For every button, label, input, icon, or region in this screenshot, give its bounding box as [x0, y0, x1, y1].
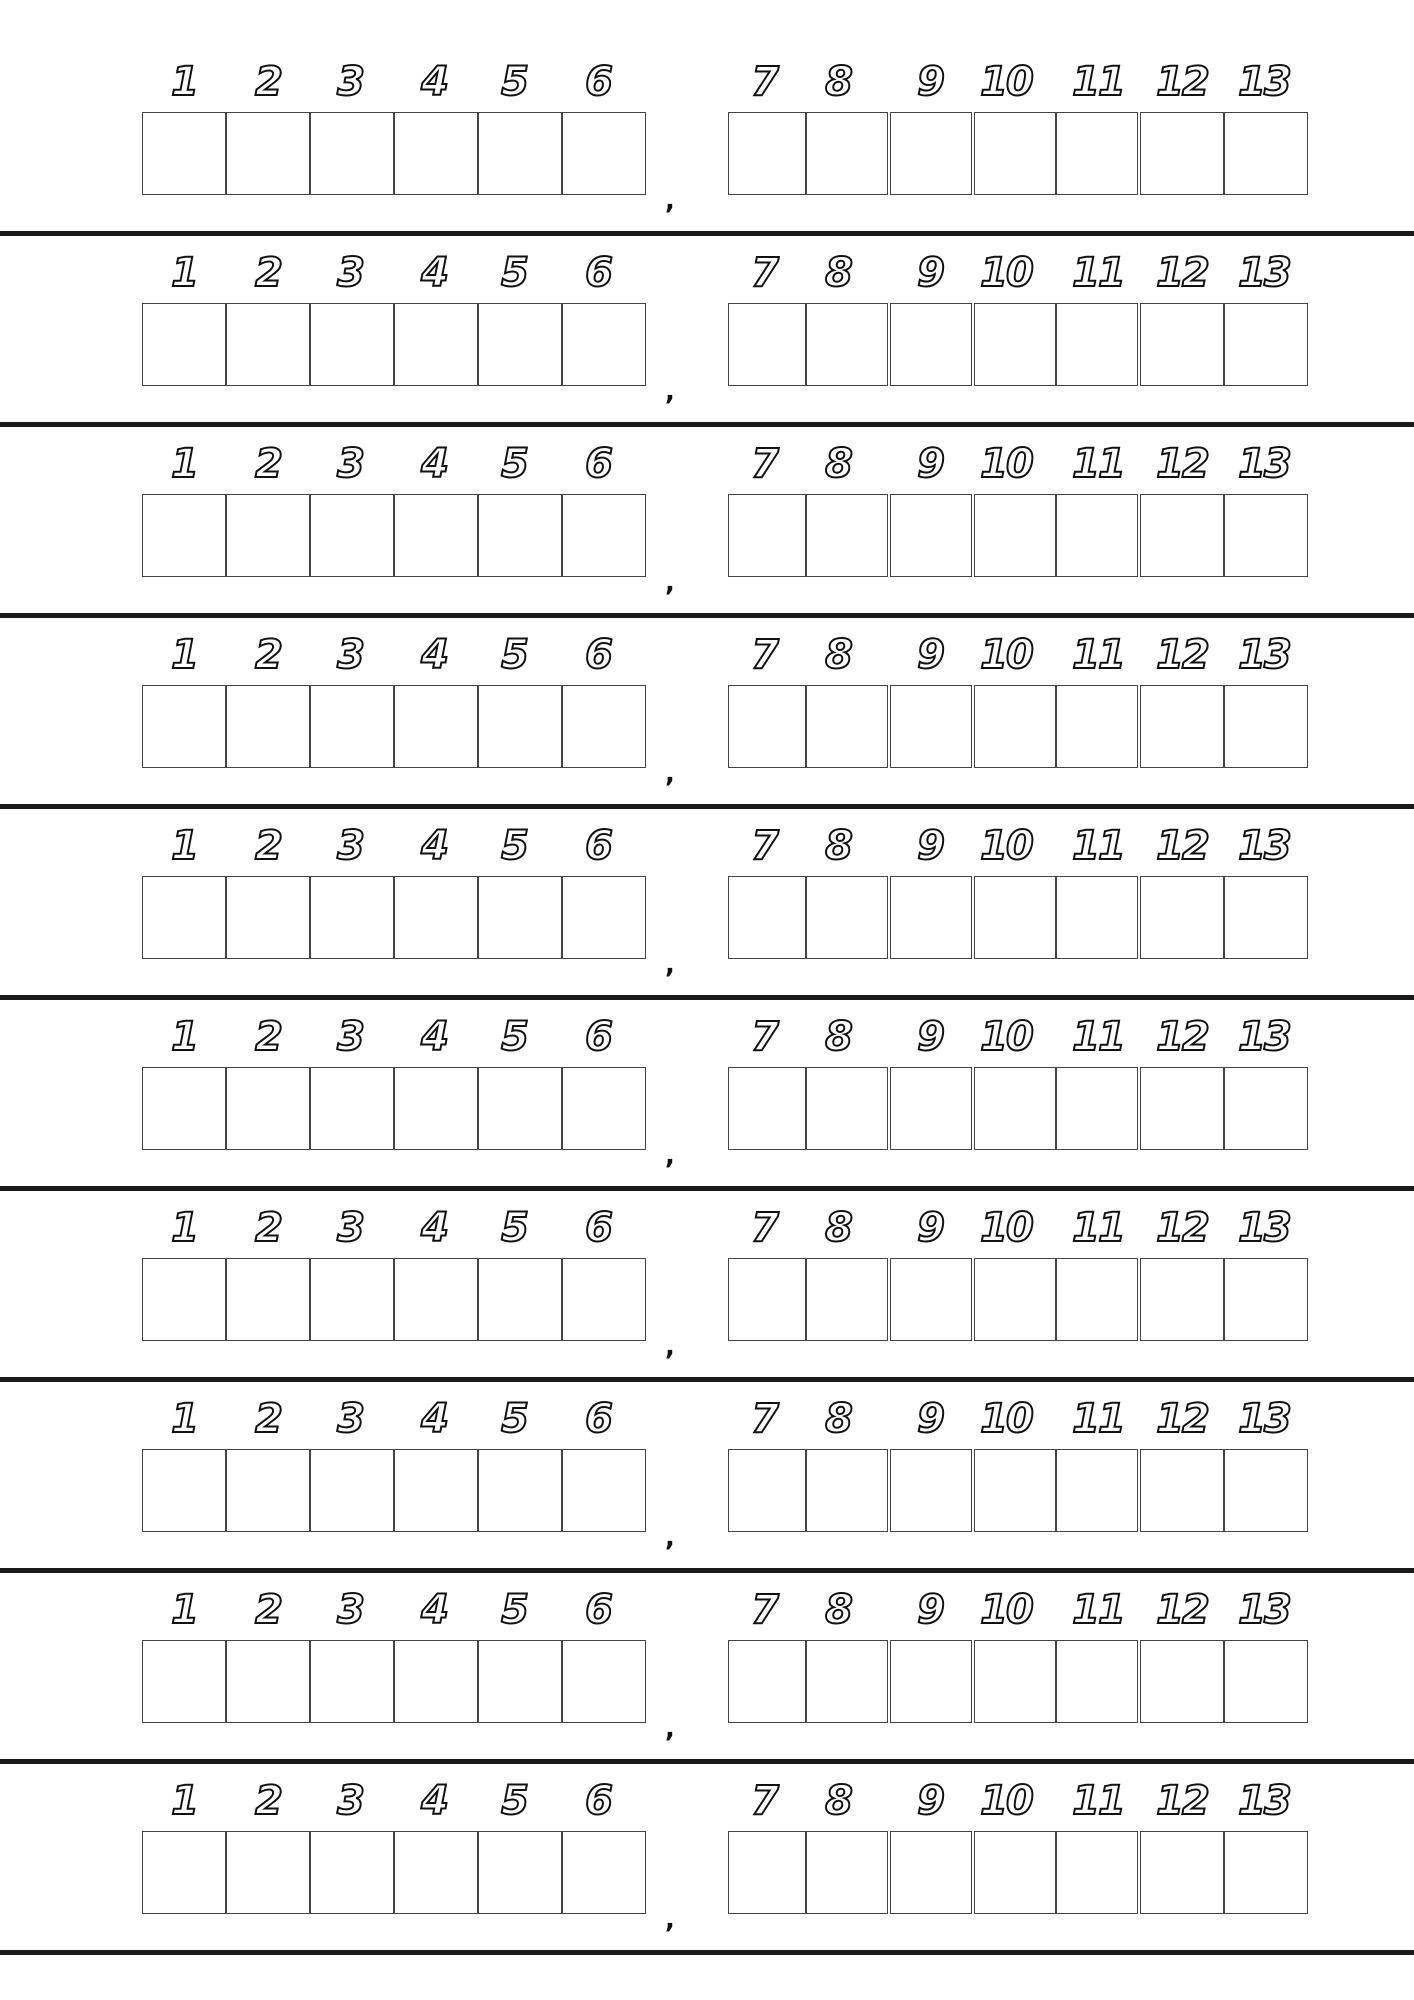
column-number-label: 2 [255, 1396, 281, 1442]
column-number-label: 8 [825, 1778, 851, 1824]
column-number-label: 1 [171, 1396, 197, 1442]
column-number-label: 4 [421, 441, 447, 487]
separator-mark: , [665, 1141, 675, 1171]
answer-box[interactable] [142, 112, 226, 195]
answer-box[interactable] [226, 876, 310, 959]
column-number-label: 3 [337, 1205, 363, 1251]
row-strip [0, 1714, 1414, 1935]
column-number-label: 12 [1156, 632, 1208, 678]
answer-box[interactable] [1224, 685, 1308, 768]
row-strip [0, 568, 1414, 789]
column-number-label: 4 [421, 59, 447, 105]
column-number-label: 5 [501, 441, 527, 487]
row-strip [0, 377, 1414, 598]
answer-box[interactable] [974, 303, 1056, 386]
column-number-label: 3 [337, 823, 363, 869]
column-number-label: 5 [501, 1014, 527, 1060]
column-number-label: 11 [1072, 1778, 1124, 1824]
answer-box[interactable] [1056, 876, 1138, 959]
column-number-label: 9 [917, 823, 943, 869]
answer-box[interactable] [728, 112, 806, 195]
separator-mark: , [665, 1332, 675, 1362]
column-number-label: 6 [585, 1778, 611, 1824]
answer-box[interactable] [478, 1831, 562, 1914]
column-number-label: 8 [825, 441, 851, 487]
answer-box[interactable] [310, 1258, 394, 1341]
column-number-label: 4 [421, 1587, 447, 1633]
answer-box[interactable] [728, 494, 806, 577]
column-number-label: 13 [1238, 1587, 1290, 1633]
column-number-label: 12 [1156, 823, 1208, 869]
separator-mark: , [665, 950, 675, 980]
column-number-label: 9 [917, 59, 943, 105]
answer-box[interactable] [142, 1258, 226, 1341]
column-number-label: 10 [980, 1396, 1032, 1442]
answer-box[interactable] [478, 685, 562, 768]
answer-box[interactable] [1056, 685, 1138, 768]
answer-box[interactable] [142, 1640, 226, 1723]
column-number-label: 11 [1072, 1014, 1124, 1060]
answer-box[interactable] [974, 876, 1056, 959]
column-number-label: 10 [980, 59, 1032, 105]
answer-box[interactable] [1140, 1640, 1224, 1723]
column-number-label: 13 [1238, 1014, 1290, 1060]
column-number-label: 3 [337, 632, 363, 678]
column-number-label: 11 [1072, 1587, 1124, 1633]
row-strip [0, 1523, 1414, 1744]
answer-box[interactable] [142, 303, 226, 386]
answer-box[interactable] [974, 1831, 1056, 1914]
column-number-label: 11 [1072, 441, 1124, 487]
answer-box[interactable] [142, 685, 226, 768]
column-number-label: 7 [751, 823, 777, 869]
answer-box[interactable] [478, 1640, 562, 1723]
answer-box[interactable] [728, 876, 806, 959]
column-number-label: 13 [1238, 1396, 1290, 1442]
column-number-label: 11 [1072, 1396, 1124, 1442]
separator-mark: , [665, 377, 675, 407]
answer-box[interactable] [394, 494, 478, 577]
answer-box[interactable] [142, 1067, 226, 1150]
separator-mark: , [665, 186, 675, 216]
column-number-label: 1 [171, 1205, 197, 1251]
column-number-label: 9 [917, 1205, 943, 1251]
column-number-label: 3 [337, 1587, 363, 1633]
separator-mark: , [665, 1905, 675, 1935]
answer-box[interactable] [478, 303, 562, 386]
column-number-label: 11 [1072, 823, 1124, 869]
row-strip [0, 1141, 1414, 1362]
answer-box[interactable] [1224, 1449, 1308, 1532]
column-number-label: 9 [917, 250, 943, 296]
answer-box[interactable] [310, 303, 394, 386]
column-number-label: 1 [171, 441, 197, 487]
answer-box[interactable] [478, 494, 562, 577]
answer-box[interactable] [1224, 112, 1308, 195]
column-number-label: 13 [1238, 1778, 1290, 1824]
column-number-label: 10 [980, 1205, 1032, 1251]
answer-box[interactable] [890, 1831, 972, 1914]
answer-box[interactable] [226, 1640, 310, 1723]
answer-box[interactable] [806, 1831, 888, 1914]
column-number-label: 8 [825, 59, 851, 105]
answer-box[interactable] [974, 1640, 1056, 1723]
answer-box[interactable] [562, 303, 646, 386]
column-number-label: 7 [751, 1778, 777, 1824]
answer-box[interactable] [226, 1258, 310, 1341]
answer-box[interactable] [478, 1258, 562, 1341]
column-number-label: 5 [501, 59, 527, 105]
row-divider-line [0, 1950, 1414, 1955]
column-number-label: 2 [255, 632, 281, 678]
column-number-label: 9 [917, 1778, 943, 1824]
column-number-label: 2 [255, 441, 281, 487]
column-number-label: 10 [980, 441, 1032, 487]
answer-box[interactable] [1140, 112, 1224, 195]
answer-box[interactable] [728, 1831, 806, 1914]
answer-box[interactable] [1056, 1449, 1138, 1532]
answer-box[interactable] [226, 1449, 310, 1532]
answer-box[interactable] [394, 112, 478, 195]
column-number-label: 4 [421, 1778, 447, 1824]
answer-box[interactable] [1140, 1831, 1224, 1914]
answer-box[interactable] [890, 1640, 972, 1723]
column-number-label: 8 [825, 1587, 851, 1633]
answer-box[interactable] [806, 1449, 888, 1532]
answer-box[interactable] [142, 1831, 226, 1914]
column-number-label: 1 [171, 1014, 197, 1060]
column-number-label: 6 [585, 250, 611, 296]
column-number-label: 4 [421, 823, 447, 869]
column-number-label: 11 [1072, 1205, 1124, 1251]
answer-box[interactable] [562, 1831, 646, 1914]
column-number-label: 5 [501, 1778, 527, 1824]
answer-box[interactable] [562, 685, 646, 768]
answer-box[interactable] [394, 685, 478, 768]
answer-box[interactable] [478, 876, 562, 959]
answer-box[interactable] [1140, 1258, 1224, 1341]
answer-box[interactable] [142, 1449, 226, 1532]
column-number-label: 9 [917, 441, 943, 487]
answer-box[interactable] [890, 685, 972, 768]
answer-box[interactable] [478, 1067, 562, 1150]
row-strip [0, 759, 1414, 980]
column-number-label: 6 [585, 59, 611, 105]
column-number-label: 13 [1238, 823, 1290, 869]
column-number-label: 9 [917, 632, 943, 678]
answer-box[interactable] [974, 685, 1056, 768]
row-strip [0, 186, 1414, 407]
answer-box[interactable] [310, 1067, 394, 1150]
answer-box[interactable] [562, 876, 646, 959]
column-number-label: 8 [825, 823, 851, 869]
column-number-label: 12 [1156, 250, 1208, 296]
answer-box[interactable] [1224, 876, 1308, 959]
column-number-label: 6 [585, 632, 611, 678]
column-number-label: 2 [255, 59, 281, 105]
answer-box[interactable] [562, 112, 646, 195]
column-number-label: 3 [337, 59, 363, 105]
column-number-label: 9 [917, 1014, 943, 1060]
answer-box[interactable] [562, 1640, 646, 1723]
answer-box[interactable] [1140, 494, 1224, 577]
column-number-label: 13 [1238, 250, 1290, 296]
answer-box[interactable] [1140, 685, 1224, 768]
column-number-label: 4 [421, 1205, 447, 1251]
column-number-label: 13 [1238, 1205, 1290, 1251]
column-number-label: 12 [1156, 59, 1208, 105]
column-number-label: 13 [1238, 441, 1290, 487]
answer-box[interactable] [478, 1449, 562, 1532]
answer-box[interactable] [142, 876, 226, 959]
column-number-label: 10 [980, 1014, 1032, 1060]
answer-box[interactable] [226, 1831, 310, 1914]
column-number-label: 1 [171, 632, 197, 678]
answer-box[interactable] [562, 1067, 646, 1150]
answer-box[interactable] [1224, 1258, 1308, 1341]
answer-box[interactable] [394, 1449, 478, 1532]
column-number-label: 7 [751, 1205, 777, 1251]
answer-box[interactable] [728, 1067, 806, 1150]
column-number-label: 7 [751, 441, 777, 487]
column-number-label: 1 [171, 1587, 197, 1633]
column-number-label: 11 [1072, 250, 1124, 296]
answer-box[interactable] [1140, 1067, 1224, 1150]
answer-box[interactable] [890, 494, 972, 577]
answer-box[interactable] [1140, 303, 1224, 386]
answer-box[interactable] [226, 1067, 310, 1150]
column-number-label: 7 [751, 59, 777, 105]
answer-box[interactable] [1224, 1067, 1308, 1150]
answer-box[interactable] [974, 1258, 1056, 1341]
answer-box[interactable] [974, 1067, 1056, 1150]
answer-box[interactable] [310, 1640, 394, 1723]
column-number-label: 2 [255, 1587, 281, 1633]
column-number-label: 10 [980, 1778, 1032, 1824]
answer-box[interactable] [562, 1449, 646, 1532]
column-number-label: 12 [1156, 1014, 1208, 1060]
column-number-label: 6 [585, 1396, 611, 1442]
answer-box[interactable] [728, 303, 806, 386]
answer-box[interactable] [728, 1640, 806, 1723]
column-number-label: 1 [171, 1778, 197, 1824]
column-number-label: 2 [255, 1014, 281, 1060]
answer-box[interactable] [394, 1640, 478, 1723]
answer-box[interactable] [394, 1258, 478, 1341]
answer-box[interactable] [310, 494, 394, 577]
answer-box[interactable] [562, 494, 646, 577]
column-number-label: 6 [585, 1205, 611, 1251]
answer-box[interactable] [806, 685, 888, 768]
column-number-label: 8 [825, 250, 851, 296]
answer-box[interactable] [806, 112, 888, 195]
column-number-label: 3 [337, 1396, 363, 1442]
column-number-label: 5 [501, 1587, 527, 1633]
answer-box[interactable] [226, 685, 310, 768]
column-number-label: 4 [421, 632, 447, 678]
column-number-label: 8 [825, 1205, 851, 1251]
column-number-label: 13 [1238, 59, 1290, 105]
answer-box[interactable] [728, 685, 806, 768]
row-strip [0, 1332, 1414, 1553]
column-number-label: 12 [1156, 1205, 1208, 1251]
column-number-label: 7 [751, 250, 777, 296]
answer-box[interactable] [806, 1067, 888, 1150]
column-number-label: 3 [337, 1014, 363, 1060]
column-number-label: 7 [751, 1396, 777, 1442]
answer-box[interactable] [1056, 1831, 1138, 1914]
column-number-label: 5 [501, 823, 527, 869]
answer-box[interactable] [974, 494, 1056, 577]
answer-box[interactable] [394, 303, 478, 386]
answer-box[interactable] [310, 685, 394, 768]
column-number-label: 2 [255, 1205, 281, 1251]
column-number-label: 11 [1072, 632, 1124, 678]
answer-box[interactable] [890, 1067, 972, 1150]
answer-box[interactable] [1224, 1831, 1308, 1914]
column-number-label: 12 [1156, 441, 1208, 487]
answer-box[interactable] [890, 303, 972, 386]
answer-box[interactable] [142, 494, 226, 577]
answer-box[interactable] [562, 1258, 646, 1341]
column-number-label: 6 [585, 823, 611, 869]
column-number-label: 5 [501, 1396, 527, 1442]
column-number-label: 5 [501, 632, 527, 678]
answer-box[interactable] [1056, 1258, 1138, 1341]
column-number-label: 2 [255, 1778, 281, 1824]
answer-box[interactable] [806, 494, 888, 577]
column-number-label: 9 [917, 1587, 943, 1633]
column-number-label: 2 [255, 250, 281, 296]
answer-box[interactable] [728, 1449, 806, 1532]
answer-box[interactable] [310, 1831, 394, 1914]
column-number-label: 8 [825, 632, 851, 678]
column-number-label: 10 [980, 1587, 1032, 1633]
answer-box[interactable] [974, 1449, 1056, 1532]
column-number-label: 12 [1156, 1778, 1208, 1824]
separator-mark: , [665, 568, 675, 598]
answer-box[interactable] [890, 1449, 972, 1532]
column-number-label: 12 [1156, 1587, 1208, 1633]
answer-box[interactable] [478, 112, 562, 195]
separator-mark: , [665, 1714, 675, 1744]
column-number-label: 1 [171, 59, 197, 105]
column-number-label: 11 [1072, 59, 1124, 105]
answer-box[interactable] [806, 1640, 888, 1723]
answer-box[interactable] [1224, 494, 1308, 577]
column-number-label: 1 [171, 250, 197, 296]
column-number-label: 2 [255, 823, 281, 869]
row-strip [0, 950, 1414, 1171]
answer-box[interactable] [806, 1258, 888, 1341]
separator-mark: , [665, 1523, 675, 1553]
column-number-label: 3 [337, 250, 363, 296]
column-number-label: 6 [585, 1014, 611, 1060]
column-number-label: 10 [980, 823, 1032, 869]
column-number-label: 6 [585, 441, 611, 487]
column-number-label: 13 [1238, 632, 1290, 678]
separator-mark: , [665, 759, 675, 789]
column-number-label: 10 [980, 250, 1032, 296]
answer-box[interactable] [890, 1258, 972, 1341]
column-number-label: 1 [171, 823, 197, 869]
answer-box[interactable] [1224, 1640, 1308, 1723]
column-number-label: 12 [1156, 1396, 1208, 1442]
answer-box[interactable] [310, 1449, 394, 1532]
column-number-label: 4 [421, 1014, 447, 1060]
answer-box[interactable] [1140, 876, 1224, 959]
answer-box[interactable] [226, 112, 310, 195]
column-number-label: 4 [421, 1396, 447, 1442]
column-number-label: 5 [501, 1205, 527, 1251]
column-number-label: 4 [421, 250, 447, 296]
answer-box[interactable] [1056, 303, 1138, 386]
column-number-label: 6 [585, 1587, 611, 1633]
answer-box[interactable] [890, 876, 972, 959]
answer-box[interactable] [728, 1258, 806, 1341]
answer-box[interactable] [806, 876, 888, 959]
row-strip [0, 0, 1414, 216]
answer-box[interactable] [806, 303, 888, 386]
column-number-label: 8 [825, 1014, 851, 1060]
column-number-label: 7 [751, 1587, 777, 1633]
answer-box[interactable] [1056, 1640, 1138, 1723]
answer-box[interactable] [1056, 494, 1138, 577]
answer-box[interactable] [394, 1831, 478, 1914]
answer-box[interactable] [310, 876, 394, 959]
column-number-label: 3 [337, 1778, 363, 1824]
answer-box[interactable] [1224, 303, 1308, 386]
answer-box[interactable] [310, 112, 394, 195]
answer-box[interactable] [974, 112, 1056, 195]
answer-box[interactable] [394, 876, 478, 959]
column-number-label: 7 [751, 632, 777, 678]
answer-box[interactable] [226, 494, 310, 577]
answer-box[interactable] [1056, 112, 1138, 195]
column-number-label: 3 [337, 441, 363, 487]
answer-box[interactable] [1140, 1449, 1224, 1532]
answer-box[interactable] [890, 112, 972, 195]
answer-box[interactable] [394, 1067, 478, 1150]
answer-box[interactable] [1056, 1067, 1138, 1150]
column-number-label: 9 [917, 1396, 943, 1442]
column-number-label: 7 [751, 1014, 777, 1060]
column-number-label: 10 [980, 632, 1032, 678]
column-number-label: 5 [501, 250, 527, 296]
column-number-label: 8 [825, 1396, 851, 1442]
answer-box[interactable] [226, 303, 310, 386]
